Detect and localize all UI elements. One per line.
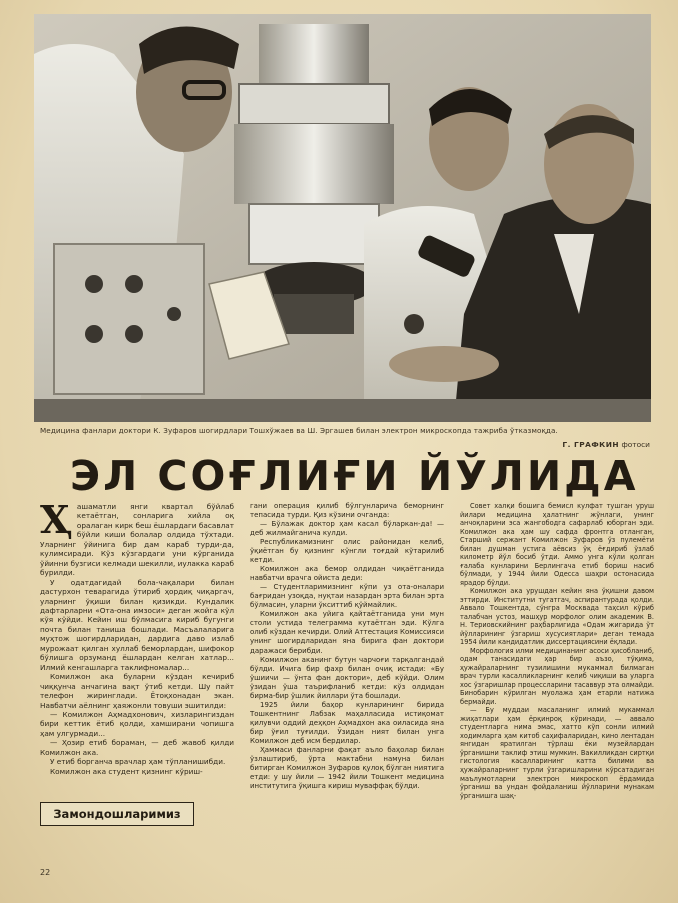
- page-number: 22: [40, 868, 51, 877]
- paragraph: — Комилжон Аҳмадхонович, хизларингиздан бири кеттик ётиб қолди, хамширани чопишга ҳам улгурмади...: [40, 709, 234, 738]
- photo-credit-suffix: фотоси: [621, 440, 650, 449]
- photo-caption: Медицина фанлари доктори К. Зуфаров шогирдлари Тошхўжаев ва Ш. Эргашев билан электрон микроскопда тажриба ўтказмоқда.: [40, 426, 558, 435]
- paragraph: Комилжон ака студент қизнинг кўриш-: [50, 766, 203, 776]
- lead-paragraph: [40, 502, 234, 578]
- paragraph: 1925 йили баҳор кунларининг бирида Тошкентнинг Лабзак маҳалласида истиқомат қилувчи оддий деҳқон Аҳмадхон ака оиласида яна бир ўғил туғилди. Ўзидан ният билан унга Комилжон деб исм бердилар.: [250, 700, 444, 745]
- paragraph: — Бу муддаи масаланинг илмий мукаммал жиҳатлари ҳам ёрқинроқ кўринади, — аввало студентларга нима эмас, хатто кўп сонли илмий ходимларга ҳам китоб саҳифаларидан, кино лентадан янгидан яратилган тўрлаш ёки музейлардан ўрганишни таклиф этиш мумкин. Вакилликдан сиртқи гистология касалларининг катта билими ва ҳужайраларнинг турли ўзгаришларини кўрсатадиган маълумотларни электрон микроскоп ёрдамида ўрганиш ва ундан фойдаланиш йўлларини мунакам ўрганишга шақ-: [460, 706, 654, 800]
- paragraph: Комилжон ака бемор олдидан чиқаётганида навбатчи врачга ойиста деди:: [250, 565, 444, 583]
- lead-text: ашаматли янги квартал бўйлаб кетаётган, сонларига хийла оқ оралаган кирк беш ёшлардаги басавлат бўйли киши болалар олдида тўхтади. Уларнинг ўйинига бир дам караб турди-да, кулимсиради. Кўз кўзгардаги уни кўрганида ўйинни бузгиси келмади шекилли, иулакка караб бурилди.: [40, 502, 234, 578]
- article-column-2: [250, 502, 444, 791]
- photo-credit: [562, 440, 650, 449]
- article-photo: [34, 14, 651, 422]
- paragraph: Морфология илми медицинанинг асоси ҳисобланиб, одам танасидаги ҳар бир аъзо, тўқима, ҳужайраларнинг тузилишини мукаммал билмаган врач турли касалликларнинг келиб чиқиши ва уларга хос ўзгаришлар процессларини тасаввур эта олмайди. Бинобарин кўрилган муолажа ҳам етарли натижа бермайди.: [460, 646, 654, 706]
- paragraph: гани операция қилиб бўлгунларича беморнинг тепасида турди. Қиз кўзини очганда:: [250, 502, 444, 520]
- paragraph: Комилжон аканинг бутун чарчоғи тарқалгандай бўлди. Ичига бир фахр билан очиқ истади: «Бу ўшиичи — ўнта фан доктори», деб кўйди. Олим ўзидан ўша таърифланиб кетди: кўз олдидан бирма-бир ўшлик йиллари ўта бошлади.: [250, 655, 444, 700]
- paragraph: У одатдагидай бола-чақалари билан дастурхон теварагида ўтириб ҳордиқ чиқаргач, уларнинг ўқиши билан қизикди. Кундалик дафтарларни «Ота-она имзоси» деган жойга кўл кўя кўйди. Кейин иш бўлмасига кириб бугунги почта билан таниша бошлади. Масъалаларига муҳтож шогирдларидан, дардига даво излаб мурожаат қилган хуллаб беморлардан, шифокор бўлишга орзуманд ёшлардан келган хатлар... Илмий кенгашларга таклифномалар...: [40, 577, 234, 672]
- paragraph: — Студентларимизнинг кўпи уз ота-оналари бағридан узоқда, нуқтаи назардан эрта билан эрта бўлмасин, уларни ўкситтиб қўймайлик.: [250, 583, 444, 610]
- paragraph: Комилжон ака буларни кўздан кечириб чиққунча анчагина вақт ўтиб кетди. Шу пайт телефон жиринглади. Ётоқхонадан экан. Навбатчи аёлнинг ҳаяжонли товуши эшитилди:: [40, 672, 234, 710]
- paragraph: Комилжон ака уйига қайтаётганида уни мун столи устида телеграмма кутаётган эди. Кўлга олиб кўздан кечирди. Олий Аттестация Комиссияси унинг шогирдларидан яна бирига фан доктори даражаси берибди.: [250, 610, 444, 655]
- article-column-1: [40, 502, 234, 776]
- photographer-name: Г. ГРАФКИН: [562, 440, 620, 449]
- paragraph: — Ҳозир етиб бораман, — деб жавоб қилди Комилжон ака.: [40, 738, 234, 757]
- article-column-3: [460, 502, 654, 800]
- drop-cap: Ҳ: [40, 502, 73, 542]
- paragraph: Ҳаммаси фанларни фақат аъло баҳолар билан ўзлаштириб, ўрта мактабни намуна билан битирган Комилжон Зуфаров қулоқ бўлган ниятига етди: у шу йили — 1942 йили Тошкент медицина институтига ўқишга кириш муваффақ бўлди.: [250, 745, 444, 790]
- paragraph: — Бўлажак доктор ҳам касал бўларкан-да! — деб жилмайганича кулди.: [250, 520, 444, 538]
- section-label: Замондошларимиз: [40, 802, 194, 826]
- lab-scene-photo: [34, 14, 651, 422]
- paragraph: У етиб борганча врачлар ҳам тўпланишибди.: [50, 757, 226, 767]
- paragraph: Республикамизнинг олис районидан келиб, ўқиётган бу қизнинг кўнгли тоғдай кўтарилиб кетди.: [250, 538, 444, 565]
- article-headline: ЭЛ СОҒЛИҒИ ЙЎЛИДА: [70, 452, 639, 500]
- paragraph: Комилжон ака урушдан кейин яна ўқишни давом эттирди. Институтни тугатгач, аспирантурада қолди. Аввало Тошкентда, сўнгра Москвада таҳсил кўриб талабчан устоз, машҳур морфолог олим академик В. Н. Териовскийнинг раҳбарлигида «Одам жигарида ўт йўлларининг ўзгариш хусусиятлари» деган темада 1954 йили кандидатлик диссертациясини ёқлади.: [460, 587, 654, 647]
- paragraph: Совет халқи бошига бемисл кулфат тушган уруш йилари медицина ҳалатнинг жўнлаги, унинг анчоқларини эса жангободга сафарлаб юборган эди. Комилжон ака ҳам шу сафда фронтга отланган, Старший сержант Комилжон Зуфаров ўз пулемёти билан душман устига аёвсиз ўқ ёғдириб ўзлаб километр йўл босиб ўтди. Аммо унга кўли қолган ғалаба кунларини Берлингача етиб бориш насиб бўлмади, у 1944 йили Одесса шаҳри остонасида ярадор бўлди.: [460, 502, 654, 587]
